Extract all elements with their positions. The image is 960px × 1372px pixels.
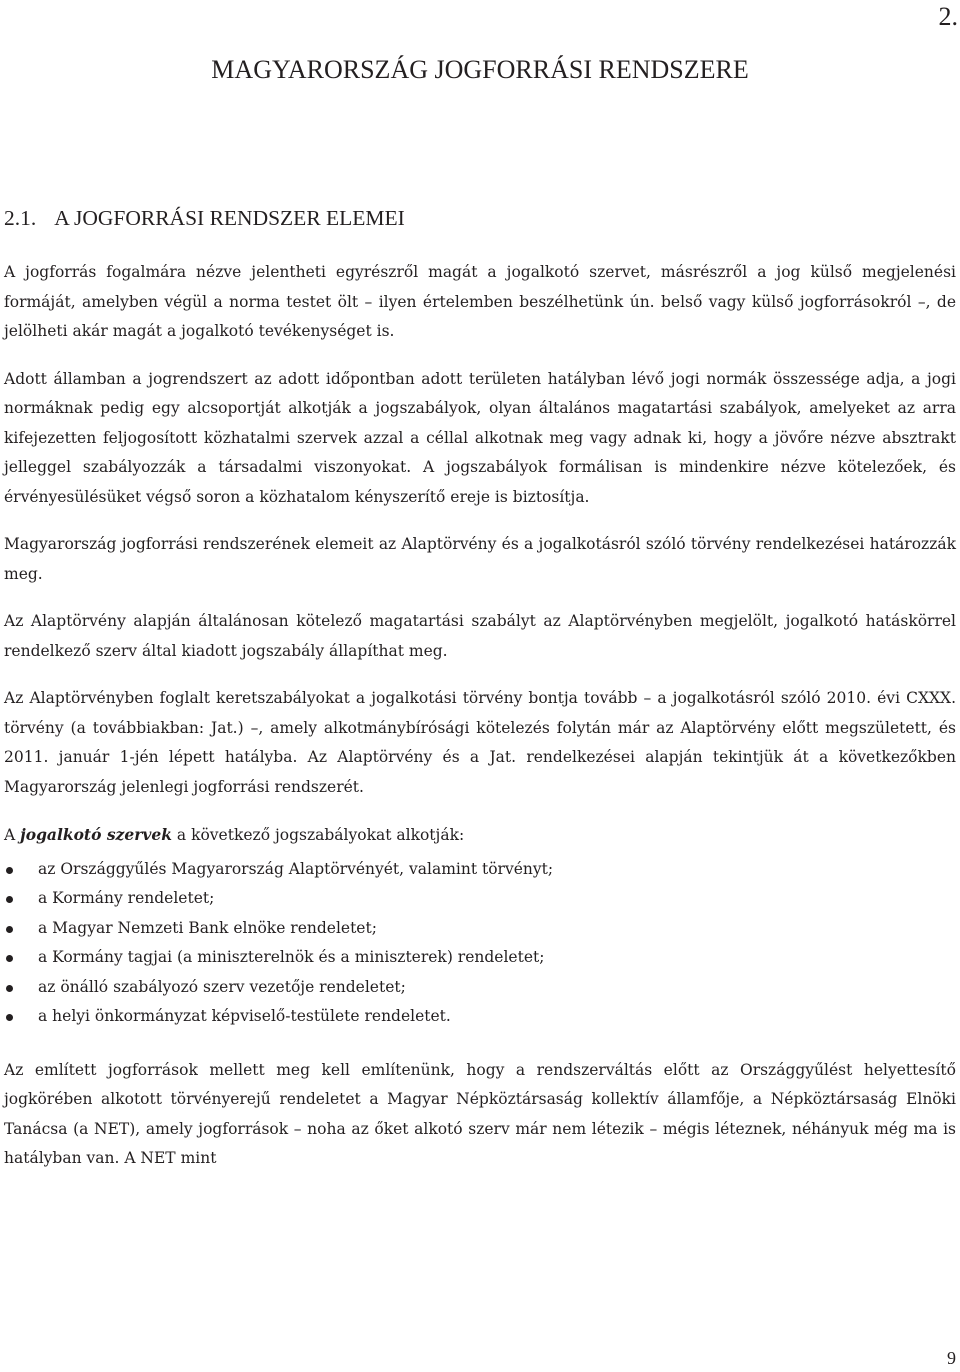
- paragraph-jogrendszer: Adott államban a jogrendszert az adott időpontban adott területen hatályban lévő jogi normák összessége adja, a jogi normáknak pedig egy alcsoportját alkotják a jogszabályok, olyan általános magatartási szabályok, amelyeket az arra kifejezetten feljogosított közhatalmi szervek azzal a céllal alkotnak meg vagy adnak ki, hogy a jövőre nézve absztrakt jelleggel szabályozzák a társadalmi viszonyokat. A jogszabályok formálisan is mindenkire nézve kötelezőek, és érvényesülésüket végső soron a közhatalom kényszerítő ereje is biztosítja.: [4, 369, 956, 506]
- paragraph-jogalkoto-szervek: [4, 820, 956, 851]
- chapter-title: MAGYARORSZÁG JOGFORRÁSI RENDSZERE: [211, 55, 749, 84]
- paragraph-jogforrasi-rendszer-elemei: Magyarország jogforrási rendszerének elemeit az Alaptörvény és a jogalkotásról szóló törvény rendelkezései határozzák meg.: [4, 535, 956, 583]
- list-item: az önálló szabályozó szerv vezetője rendeletet;: [4, 973, 956, 1003]
- body-text: [4, 258, 956, 1192]
- jogszabaly-list: [4, 855, 956, 1032]
- emphasis-jogalkoto-szervek: jogalkotó szervek: [20, 825, 172, 844]
- paragraph-jogforras-fogalma: A jogforrás fogalmára nézve jelentheti egyrészről magát a jogalkotó szervet, másrészről a jog külső megjelenési formáját, amelyben végül a norma testet ölt – ilyen értelemben beszélhetünk ún. belső vagy külső jogforrásokról –, de jelölheti akár magát a jogalkotó tevékenységet is.: [4, 263, 956, 340]
- list-item: az Országgyűlés Magyarország Alaptörvényét, valamint törvényt;: [4, 855, 956, 885]
- paragraph-suffix: a következő jogszabályokat alkotják:: [171, 826, 465, 844]
- page-number: 9: [947, 1348, 956, 1368]
- section-title: A JOGFORRÁSI RENDSZER ELEMEI: [54, 206, 405, 230]
- paragraph-keretszabalyok: Az Alaptörvényben foglalt keretszabályokat a jogalkotási törvény bontja tovább – a jogalkotásról szóló 2010. évi CXXX. törvény (a továbbiakban: Jat.) –, amely alkotmánybírósági kötelezés folytán már az Alaptörvény előtt megszületett, és 2011. január 1-jén lépett hatályba. Az Alaptörvény és a Jat. rendelkezései alapján tekintjük át a következőkben Magyarország jelenlegi jogforrási rendszerét.: [4, 689, 956, 796]
- paragraph-prefix: A: [4, 826, 21, 844]
- chapter-number: 2.: [938, 2, 958, 31]
- section-heading: [4, 203, 405, 233]
- list-item: a helyi önkormányzat képviselő-testülete rendeletet.: [4, 1002, 956, 1032]
- list-item: a Kormány rendeletet;: [4, 884, 956, 914]
- list-item: a Magyar Nemzeti Bank elnöke rendeletet;: [4, 914, 956, 944]
- section-number: 2.1.: [4, 206, 37, 230]
- paragraph-torvenyereju-rendelet: Az említett jogforrások mellett meg kell említenünk, hogy a rendszerváltás előtt az Országgyűlést helyettesítő jogkörében alkotott törvényerejű rendeletet a Magyar Népköztársaság kollektív államfője, a Népköztársaság Elnöki Tanácsa (a NET), amely jogforrások – noha az őket alkotó szerv már nem létezik – mégis léteznek, néhányuk még ma is hatályban van. A NET mint: [4, 1060, 956, 1167]
- list-item: a Kormány tagjai (a miniszterelnök és a miniszterek) rendeletet;: [4, 943, 956, 973]
- paragraph-alaptorveny: Az Alaptörvény alapján általánosan kötelező magatartási szabályt az Alaptörvényben megjelölt, jogalkotó hatáskörrel rendelkező szerv által kiadott jogszabály állapíthat meg.: [4, 612, 956, 660]
